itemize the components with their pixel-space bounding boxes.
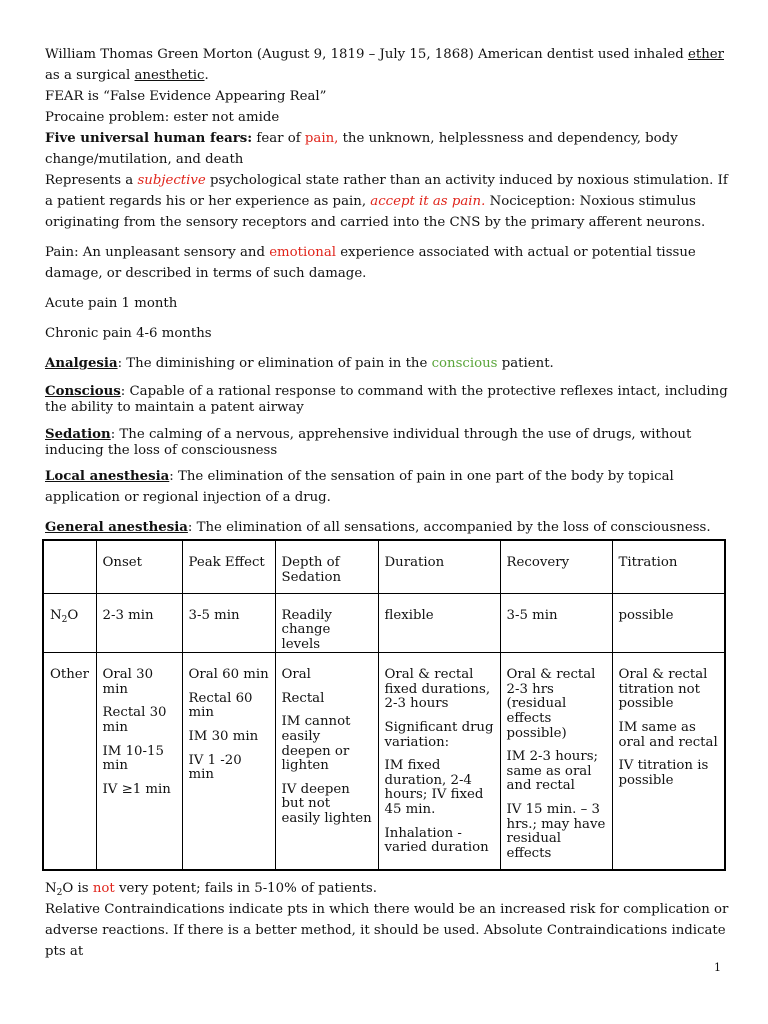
- conscious-definition: Conscious: Capable of a rational response to command with the protective reflexes intact, including the ability to maintain a patent airway: [45, 384, 728, 415]
- five-fears-label: Five universal human fears:: [45, 131, 253, 146]
- conscious-term: Conscious: [45, 384, 121, 399]
- table-cell: 3-5 min: [182, 593, 275, 653]
- sedation-comparison-table: [42, 539, 726, 871]
- accept-pain-highlight: accept it as pain.: [370, 193, 486, 209]
- n2o-potency-line: $N_2O$ is not very potent; fails in 5-10% of patients.: [45, 881, 377, 898]
- chronic-pain-line: Chronic pain 4-6 months: [45, 326, 212, 341]
- five-fears-paragraph: Five universal human fears: fear of pain, the unknown, helplessness and dependency, body change/mutilation, and death: [45, 131, 678, 167]
- header-cell: Duration: [378, 540, 500, 593]
- analgesia-definition: Analgesia: The diminishing or elimination of pain in the conscious patient.: [45, 356, 554, 371]
- acute-pain-line: Acute pain 1 month: [45, 296, 178, 311]
- table-cell: Oral 30 min Rectal 30 min IM 10-15 min IV ≥1 min: [96, 653, 182, 870]
- header-cell: [43, 540, 96, 593]
- header-cell: Recovery: [500, 540, 612, 593]
- contraindications-paragraph: Relative Contraindications indicate pts in which there would be an increased risk for complication or adverse reactions. If there is a better method, it should be used. Absolute Contraindications indicate pts at: [45, 902, 729, 959]
- page-number: 1: [714, 961, 721, 974]
- subjective-highlight: subjective: [137, 173, 206, 188]
- ether-term: ether: [688, 47, 725, 62]
- table-cell: possible: [612, 593, 725, 653]
- table-cell: Readily change levels: [275, 593, 378, 653]
- fear-line: FEAR is “False Evidence Appearing Real”: [45, 89, 327, 104]
- table-cell: 2-3 min: [96, 593, 182, 653]
- table-cell: Oral 60 min Rectal 60 min IM 30 min IV 1 -20 min: [182, 653, 275, 870]
- table-cell: flexible: [378, 593, 500, 653]
- table-header-row: [43, 540, 725, 593]
- header-cell: Peak Effect: [182, 540, 275, 593]
- table-row-n2o: [43, 593, 725, 653]
- analgesia-term: Analgesia: [45, 356, 118, 371]
- subjective-paragraph: Represents a subjective psychological state rather than an activity induced by noxious stimulation. If a patient regards his or her experience as pain, accept it as pain. Nociception: Noxious stimulus originating from the sensory receptors and carried into the CNS by the primary afferent neurons.: [45, 173, 728, 230]
- emotional-highlight: emotional: [269, 245, 337, 260]
- morton-paragraph: William Thomas Green Morton (August 9, 1819 – July 15, 1868) American dentist used inhaled ether as a surgical anesthetic.: [45, 47, 725, 83]
- table-cell: Oral & rectal 2-3 hrs (residual effects possible) IM 2-3 hours; same as oral and rectal IV 15 min. – 3 hrs.; may have residual effects: [500, 653, 612, 870]
- table-cell: Oral Rectal IM cannot easily deepen or lighten IV deepen but not easily lighten: [275, 653, 378, 870]
- general-anesthesia-definition: General anesthesia: The elimination of all sensations, accompanied by the loss of consciousness.: [45, 520, 711, 535]
- general-anesthesia-term: General anesthesia: [45, 520, 188, 535]
- sedation-term: Sedation: [45, 427, 111, 442]
- anesthetic-term: anesthetic: [134, 67, 205, 83]
- not-highlight: not: [92, 881, 115, 896]
- procaine-line: Procaine problem: ester not amide: [45, 110, 280, 125]
- pain-highlight: pain,: [304, 131, 339, 146]
- local-anesthesia-definition: Local anesthesia: The elimination of the sensation of pain in one part of the body by topical application or regional injection of a drug.: [45, 469, 674, 505]
- conscious-highlight: conscious: [431, 356, 498, 371]
- row-label-other: Other: [43, 653, 96, 870]
- sedation-definition: Sedation: The calming of a nervous, apprehensive individual through the use of drugs, without inducing the loss of consciousness: [45, 427, 692, 458]
- header-cell: Onset: [96, 540, 182, 593]
- local-anesthesia-term: Local anesthesia: [45, 469, 170, 484]
- table-cell: 3-5 min: [500, 593, 612, 653]
- table-row-other: [43, 653, 725, 870]
- header-cell: Titration: [612, 540, 725, 593]
- header-cell: Depth of Sedation: [275, 540, 378, 593]
- pain-definition: Pain: An unpleasant sensory and emotional experience associated with actual or potential tissue damage, or described in terms of such damage.: [45, 245, 696, 281]
- table-cell: Oral & rectal titration not possible IM same as oral and rectal IV titration is possible: [612, 653, 725, 870]
- row-label-n2o: $N_2O$: [43, 593, 96, 653]
- table-cell: Oral & rectal fixed durations, 2-3 hours Significant drug variation: IM fixed duration, 2-4 hours; IV fixed 45 min. Inhalation - varied duration: [378, 653, 500, 870]
